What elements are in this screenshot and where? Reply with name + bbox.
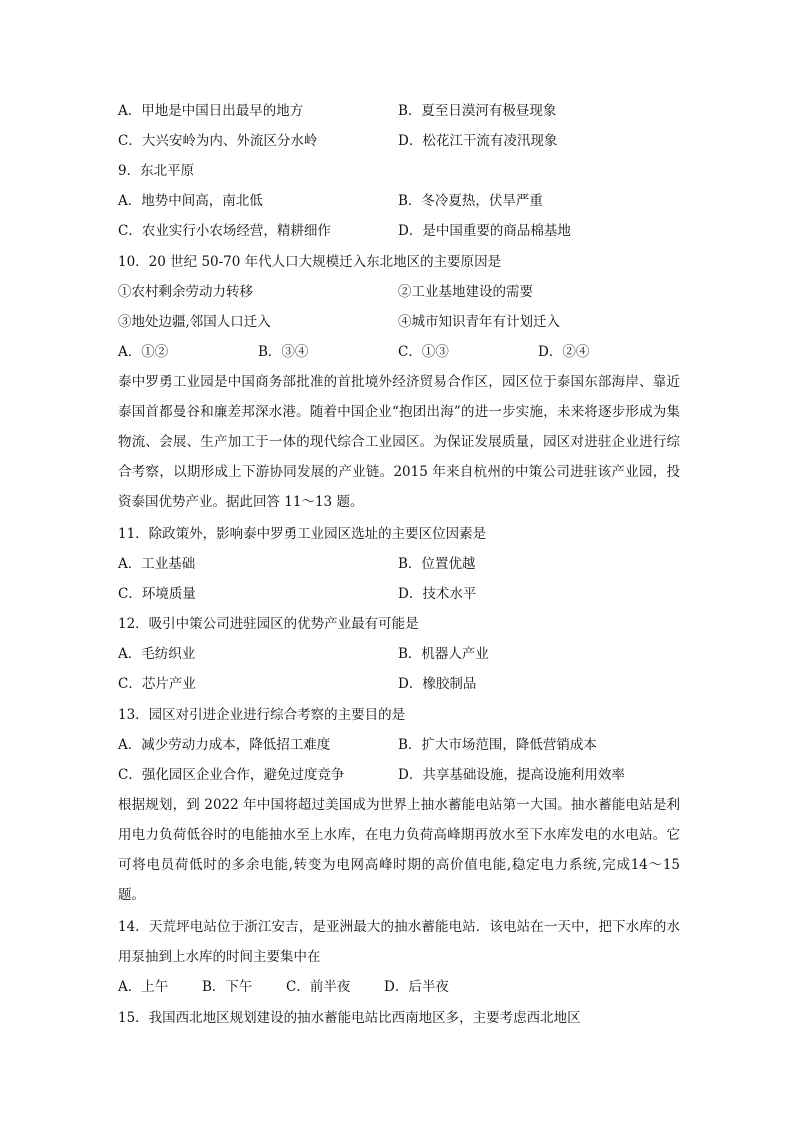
q8-option-b: B．夏至日漠河有极昼现象 (398, 103, 557, 119)
q14-option-b: B．下午 (202, 979, 253, 995)
q13-option-d: D．共享基础设施，提高设施利用效率 (398, 767, 625, 783)
q13-option-a: A．减少劳动力成本，降低招工难度 (118, 737, 331, 753)
q11-option-d: D．技术水平 (398, 586, 477, 602)
reading-passage-2: 根据规划，到 2022 年中国将超过美国成为世界上抽水蓄能电站第一大国。抽水蓄能电站是利用电力负荷低谷时的电能抽水至上水库，在电力负荷高峰期再放水至下水库发电的水电站。它可将电员荷低时的多余电能,转变为电网高峰时期的高价值电能,稳定电力系统,完成14～15 题。 (118, 797, 680, 903)
q11-stem: 11．除政策外，影响泰中罗勇工业园区选址的主要区位因素是 (118, 526, 487, 542)
q8-option-a: A．甲地是中国日出最早的地方 (118, 103, 304, 119)
q8-option-c: C．大兴安岭为内、外流区分水岭 (118, 133, 318, 149)
q10-item-1: ①农村剩余劳动力转移 (118, 284, 253, 300)
q14-option-c: C．前半夜 (286, 979, 351, 995)
q14-stem: 14．天荒坪电站位于浙江安吉，是亚洲最大的抽水蓄能电站．该电站在一天中，把下水库的水用泵抽到上水库的时间主要集中在 (118, 919, 680, 965)
q8-option-d: D．松花江干流有凌汛现象 (398, 133, 558, 149)
q14-option-d: D．后半夜 (384, 979, 449, 995)
q12-stem: 12．吸引中策公司进驻园区的优势产业最有可能是 (118, 616, 419, 632)
q13-option-b: B．扩大市场范围，降低营销成本 (398, 737, 597, 753)
q10-item-2: ②工业基地建设的需要 (398, 284, 533, 300)
q10-option-d: D．②④ (538, 344, 590, 360)
q10-item-3: ③地处边疆,邻国人口迁入 (118, 314, 271, 330)
q10-option-b: B．③④ (258, 344, 309, 360)
q9-option-a: A．地势中间高，南北低 (118, 193, 263, 209)
q10-item-4: ④城市知识青年有计划迁入 (398, 314, 560, 330)
q13-option-c: C．强化园区企业合作，避免过度竞争 (118, 767, 345, 783)
q13-stem: 13．园区对引进企业进行综合考察的主要目的是 (118, 707, 406, 723)
q9-option-d: D．是中国重要的商品棉基地 (398, 223, 571, 239)
q9-option-b: B．冬冷夏热，伏旱严重 (398, 193, 543, 209)
q9-stem: 9．东北平原 (118, 163, 195, 179)
q14-option-a: A．上午 (118, 979, 169, 995)
q12-option-b: B．机器人产业 (398, 646, 489, 662)
q10-option-a: A．①② (118, 344, 169, 360)
q12-option-d: D．橡胶制品 (398, 676, 477, 692)
q9-option-c: C．农业实行小农场经营，精耕细作 (118, 223, 331, 239)
q12-option-c: C．芯片产业 (118, 676, 196, 692)
q11-option-a: A．工业基础 (118, 556, 196, 572)
reading-passage-1: 泰中罗勇工业园是中国商务部批准的首批境外经济贸易合作区，园区位于泰国东部海岸、靠近泰国首都曼谷和廉差邦深水港。随着中国企业“抱团出海”的进一步实施，未来将逐步形成为集物流、会展、生产加工于一体的现代综合工业园区。为保证发展质量，园区对进驻企业进行综合考察，以期形成上下游协同发展的产业链。2015 年来自杭州的中策公司进驻该产业园，投资泰国优势产业。据此回答 11～13 题。 (118, 374, 680, 510)
q11-option-c: C．环境质量 (118, 586, 196, 602)
q10-stem: 10．20 世纪 50-70 年代人口大规模迁入东北地区的主要原因是 (118, 254, 502, 270)
q10-option-c: C．①③ (398, 344, 449, 360)
q12-option-a: A．毛纺织业 (118, 646, 196, 662)
q15-stem: 15．我国西北地区规划建设的抽水蓄能电站比西南地区多，主要考虑西北地区 (118, 1010, 581, 1026)
q11-option-b: B．位置优越 (398, 556, 476, 572)
